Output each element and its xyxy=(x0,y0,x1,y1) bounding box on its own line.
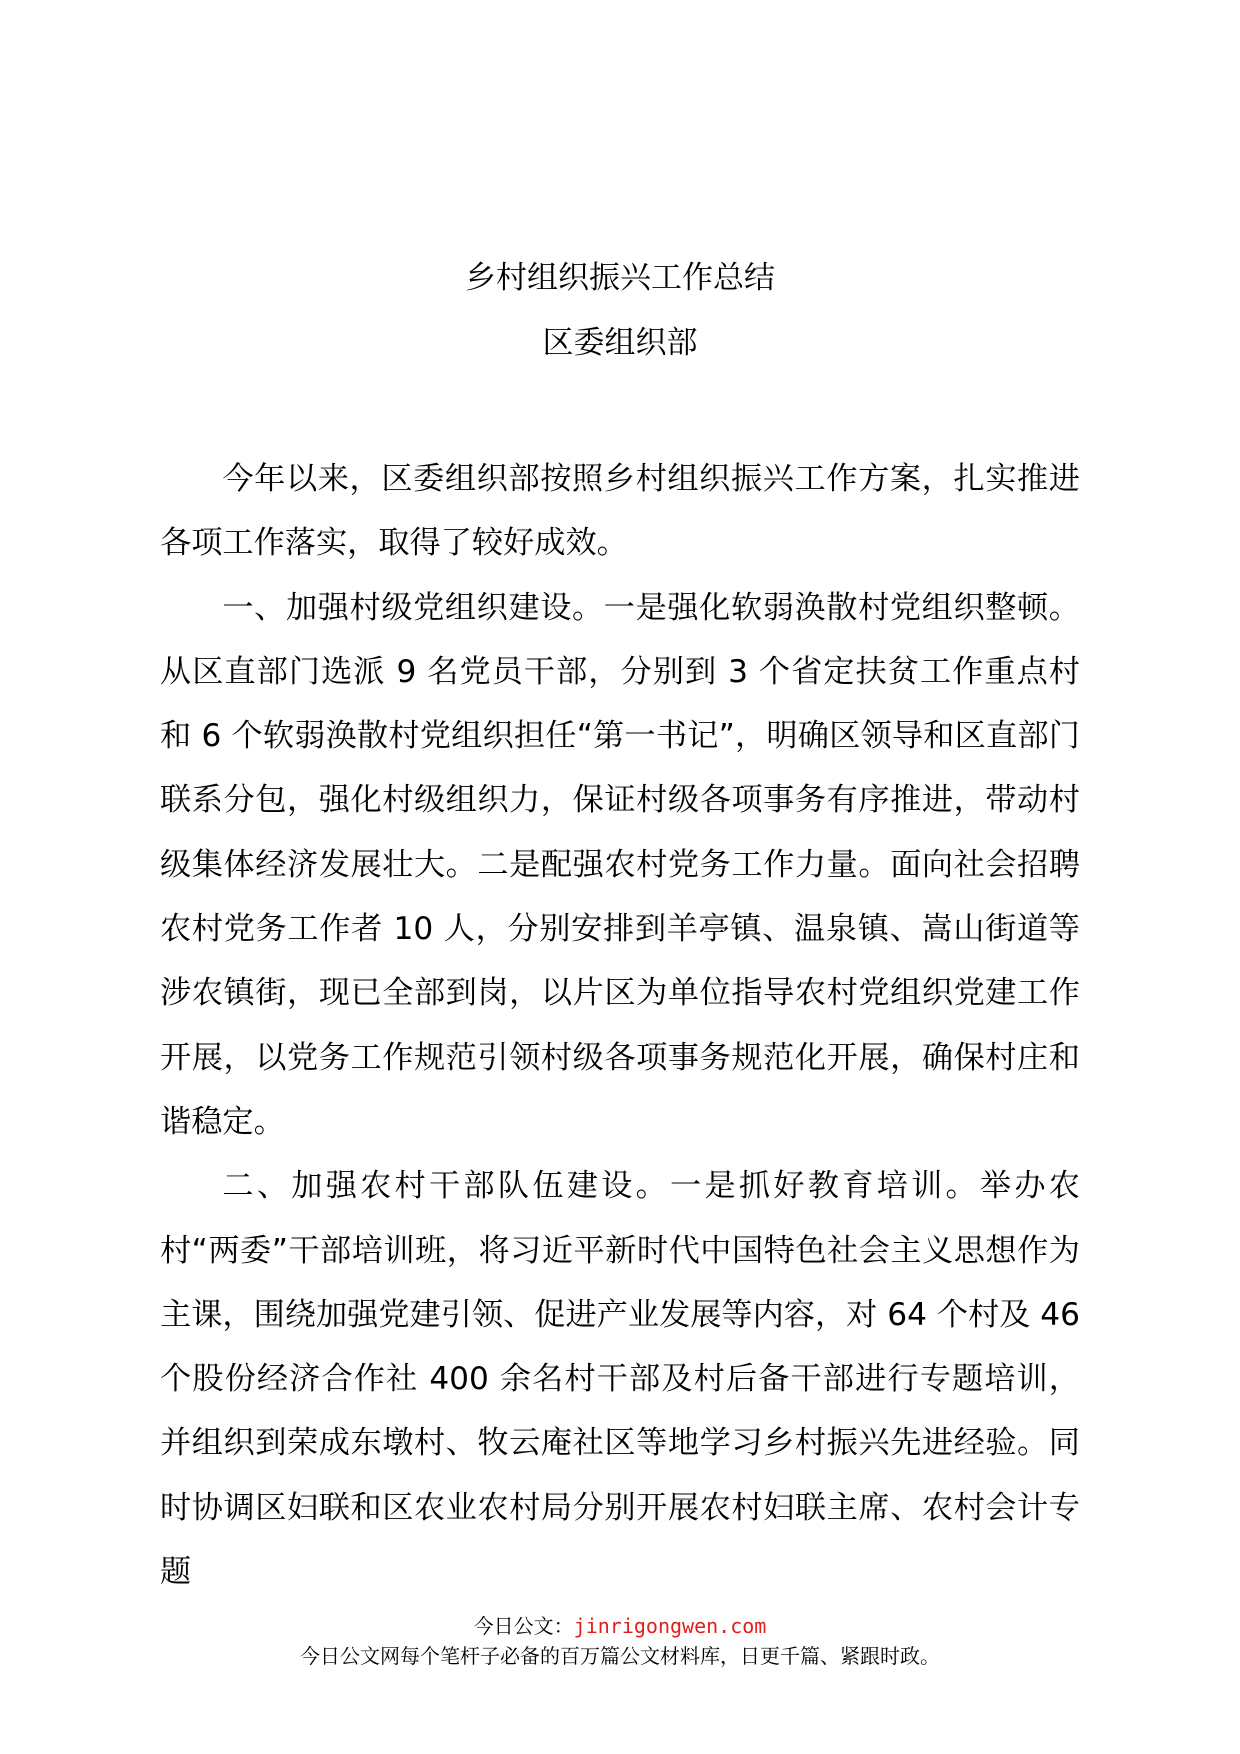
paragraph-intro: 今年以来，区委组织部按照乡村组织振兴工作方案，扎实推进各项工作落实，取得了较好成效。 xyxy=(160,461,1080,562)
footer-site-line xyxy=(0,1612,1240,1640)
document-title: 乡村组织振兴工作总结 xyxy=(465,260,775,296)
document-body xyxy=(160,447,1080,1604)
footer-tagline: 今日公文网每个笔杆子必备的百万篇公文材料库，日更千篇、紧跟时政。 xyxy=(300,1644,940,1668)
footer-site-prefix: 今日公文： xyxy=(473,1614,574,1638)
footer-site-link[interactable]: jinrigongwen.com xyxy=(573,1614,767,1638)
paragraph-section-1: 一、加强村级党组织建设。一是强化软弱涣散村党组织整顿。从区直部门选派 9 名党员干部，分别到 3 个省定扶贫工作重点村和 6 个软弱涣散村党组织担任“第一书记”，明确区领导和区直部门联系分包，强化村级组织力，保证村级各项事务有序推进，带动村级集体经济发展壮大。二是配强农村党务工作力量。面向社会招聘农村党务工作者 10 人，分别安排到羊亭镇、温泉镇、嵩山街道等涉农镇街，现已全部到岗，以片区为单位指导农村党组织党建工作开展，以党务工作规范引领村级各项事务规范化开展，确保村庄和谐稳定。 xyxy=(160,589,1080,1140)
paragraph-section-2: 二、加强农村干部队伍建设。一是抓好教育培训。举办农村“两委”干部培训班，将习近平新时代中国特色社会主义思想作为主课，围绕加强党建引领、促进产业发展等内容，对 64 个村及 46 个股份经济合作社 400 余名村干部及村后备干部进行专题培训，并组织到荣成东墩村、牧云庵社区等地学习乡村振兴先进经验。同时协调区妇联和区农业农村局分别开展农村妇联主席、农村会计专题 xyxy=(160,1168,1080,1591)
document-author: 区委组织部 xyxy=(542,325,698,361)
